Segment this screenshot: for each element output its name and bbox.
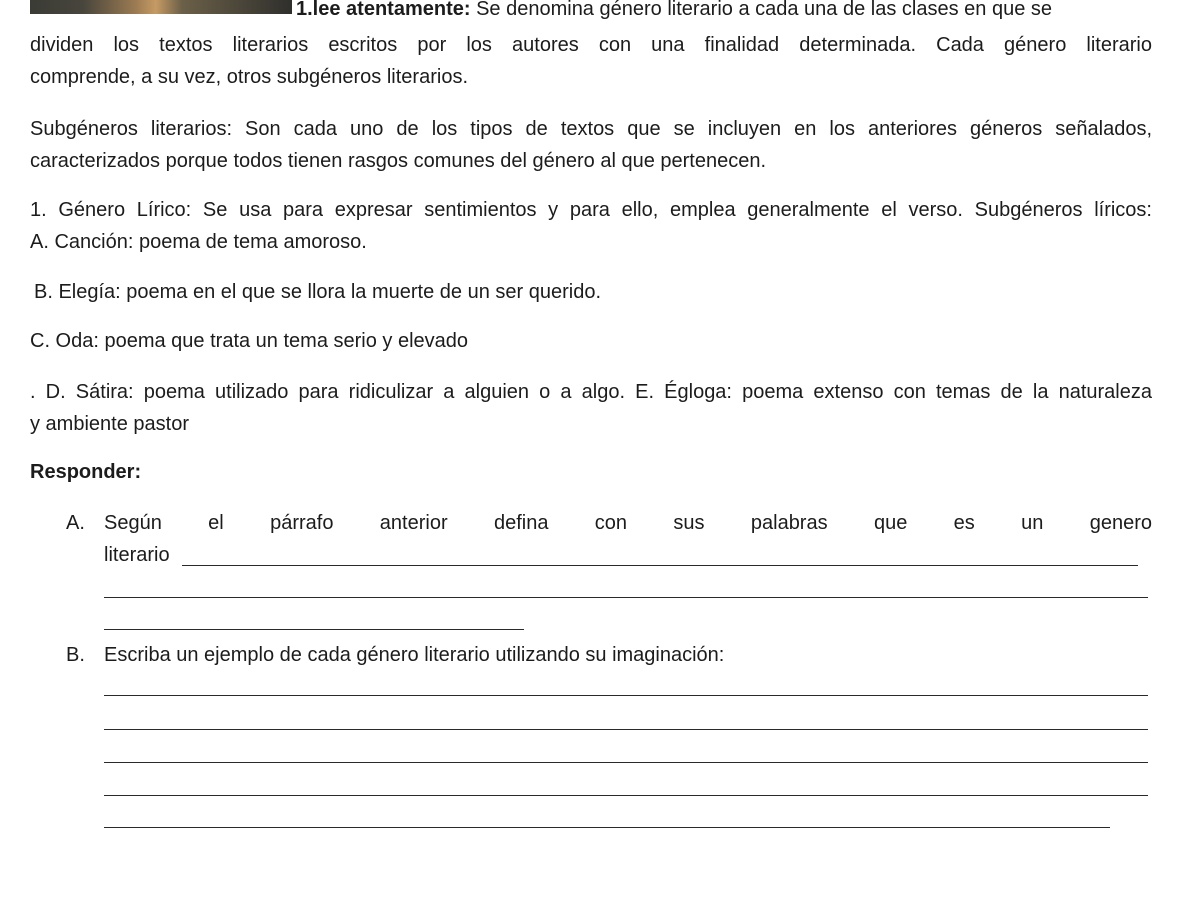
answer-b-line-3[interactable] xyxy=(104,762,1148,763)
question-a-line-2: literario xyxy=(104,544,170,566)
subgeneros-line-1: Subgéneros literarios: Son cada uno de los tipos de textos que se incluyen en los anteriores géneros señalados, xyxy=(30,118,1152,140)
intro-heading-line xyxy=(296,0,1052,21)
question-b-label: B. xyxy=(66,644,85,666)
question-a-label: A. xyxy=(66,512,85,534)
lirico-satira-line-1: . D. Sátira: poema utilizado para ridiculizar a alguien o a algo. E. Égloga: poema extenso con temas de la naturaleza xyxy=(30,381,1152,403)
answer-b-line-5[interactable] xyxy=(104,827,1110,828)
question-a-line-1: Según el párrafo anterior defina con sus palabras que es un genero xyxy=(104,512,1152,534)
answer-b-line-2[interactable] xyxy=(104,729,1148,730)
responder-heading: Responder: xyxy=(30,461,142,483)
lirico-satira-line-2: y ambiente pastor xyxy=(30,413,189,435)
lirico-item-a: A. Canción: poema de tema amoroso. xyxy=(30,231,367,253)
answer-b-line-4[interactable] xyxy=(104,795,1148,796)
intro-line-3: comprende, a su vez, otros subgéneros literarios. xyxy=(30,66,468,88)
lirico-title-line: 1. Género Lírico: Se usa para expresar sentimientos y para ello, emplea generalmente el verso. Subgéneros líricos: xyxy=(30,199,1152,221)
lirico-item-b: B. Elegía: poema en el que se llora la muerte de un ser querido. xyxy=(34,281,602,303)
intro-heading-rest: Se denomina género literario a cada una de las clases en que se xyxy=(470,0,1053,20)
question-b-text: Escriba un ejemplo de cada género literario utilizando su imaginación: xyxy=(104,644,725,666)
intro-line-2: dividen los textos literarios escritos por los autores con una finalidad determinada. Cada género literario xyxy=(30,34,1152,56)
subgeneros-line-2: caracterizados porque todos tienen rasgos comunes del género al que pertenecen. xyxy=(30,150,767,172)
answer-a-line-2[interactable] xyxy=(104,597,1148,598)
header-photo-fragment xyxy=(30,0,292,14)
intro-heading-bold: 1.lee atentamente: xyxy=(296,0,471,20)
answer-b-line-1[interactable] xyxy=(104,695,1148,696)
answer-a-line-1[interactable] xyxy=(182,565,1138,566)
lirico-item-c: C. Oda: poema que trata un tema serio y elevado xyxy=(30,330,469,352)
answer-a-line-3[interactable] xyxy=(104,629,524,630)
